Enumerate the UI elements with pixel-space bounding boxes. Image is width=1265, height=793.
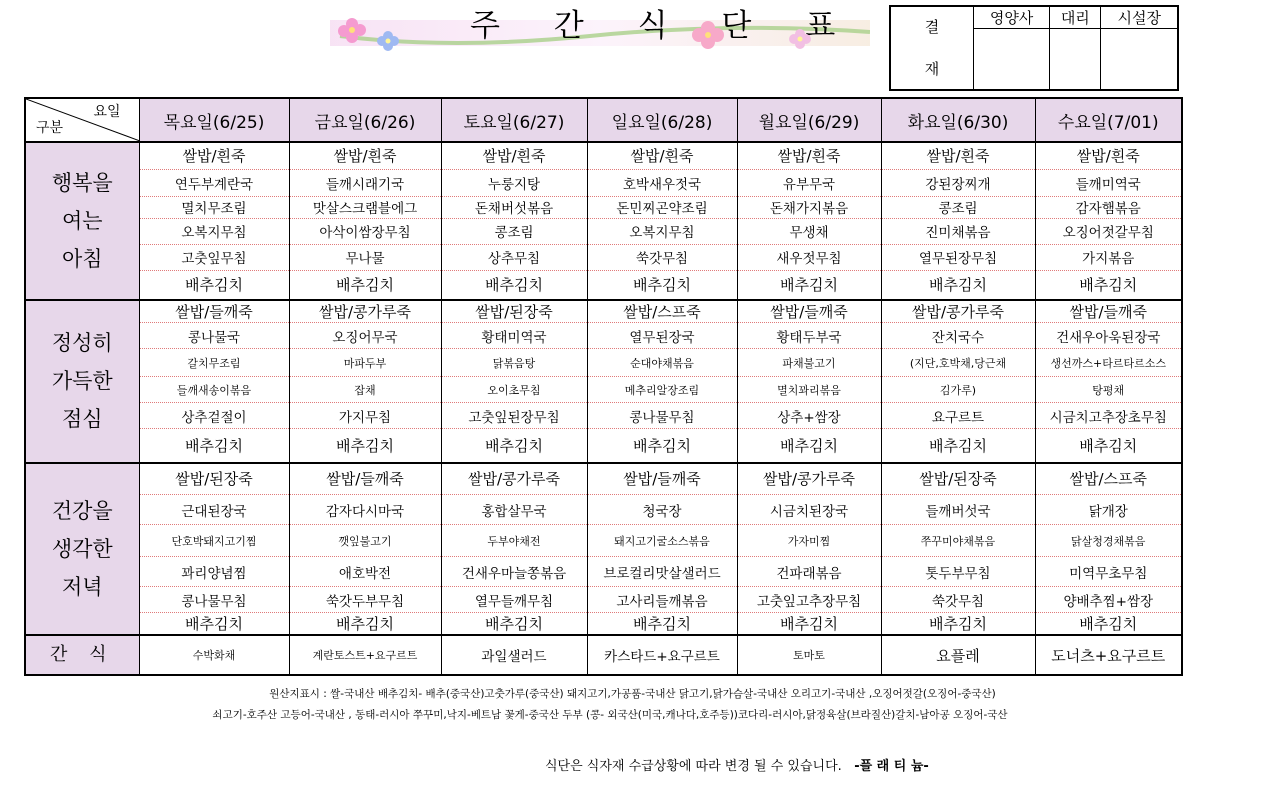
meal-category-line: 생각한 — [51, 536, 113, 561]
meal-category-line: 행복을 — [51, 171, 113, 195]
menu-item: 열무된장국 — [587, 323, 737, 349]
approval-label-bottom: 재 — [924, 60, 940, 78]
menu-item: 황태미역국 — [441, 323, 587, 349]
menu-item: 쌀밥/들깨죽 — [587, 463, 737, 495]
menu-item: 배추김치 — [1035, 270, 1182, 300]
corner-category-label: 구분 — [36, 120, 64, 136]
menu-item: 쌀밥/흰죽 — [737, 142, 881, 169]
meal-category-line: 정성히 — [51, 331, 113, 356]
menu-item: 쌀밥/들깨죽 — [1035, 300, 1182, 323]
menu-item: 쌀밥/흰죽 — [881, 142, 1035, 169]
menu-item: 유부무국 — [737, 169, 881, 196]
menu-item: 고춧잎된장무침 — [441, 403, 587, 429]
snack-label: 간 식 — [25, 635, 139, 675]
menu-item: 가지볶음 — [1035, 244, 1182, 270]
day-header: 일요일(6/28) — [587, 98, 737, 142]
menu-item: 청국장 — [587, 495, 737, 525]
menu-item: 쌀밥/된장죽 — [881, 463, 1035, 495]
menu-item: 새우젓무침 — [737, 244, 881, 270]
corner-day-label: 요일 — [93, 104, 121, 120]
menu-row — [25, 349, 1182, 377]
menu-item: 배추김치 — [737, 429, 881, 463]
menu-item: 오복지무침 — [587, 218, 737, 244]
menu-item: 쌀밥/흰죽 — [1035, 142, 1182, 169]
menu-item: 콩나물국 — [139, 323, 289, 349]
snack-item: 도너츠+요구르트 — [1035, 635, 1182, 675]
change-notice — [545, 755, 929, 774]
menu-item: 오징어젓갈무침 — [1035, 218, 1182, 244]
menu-row — [25, 300, 1182, 323]
corner-cell — [25, 98, 139, 142]
menu-item: 생선까스+타르타르소스 — [1035, 349, 1182, 377]
menu-item: 연두부계란국 — [139, 169, 289, 196]
menu-item: 파채불고기 — [737, 349, 881, 377]
page-title: 주 간 식 단 표 — [470, 8, 858, 44]
menu-item: 두부야채전 — [441, 525, 587, 557]
menu-item: 오이초무침 — [441, 377, 587, 403]
approval-label — [890, 6, 974, 90]
menu-item: 강된장찌개 — [881, 169, 1035, 196]
menu-item: 콩나물무침 — [587, 403, 737, 429]
menu-item: 순대야채볶음 — [587, 349, 737, 377]
day-header: 토요일(6/27) — [441, 98, 587, 142]
menu-item: 쑥갓무침 — [881, 587, 1035, 613]
menu-item: 배추김치 — [289, 613, 441, 636]
menu-item: 김가루) — [881, 377, 1035, 403]
menu-item: 깻잎불고기 — [289, 525, 441, 557]
origin-info-line-2: 쇠고기-호주산 고등어-국내산 , 동태-러시아 쭈꾸미,낙지-베트남 꽃게-중국산 두부 (콩- 외국산(미국,캐나다,호주등))코다리-러시아,닭정육살(브라질산)갈치-남아공 오징어-국산 — [212, 709, 1008, 721]
menu-row — [25, 323, 1182, 349]
menu-item: 톳두부무침 — [881, 557, 1035, 587]
menu-item: 쌀밥/스프죽 — [1035, 463, 1182, 495]
menu-row — [25, 557, 1182, 587]
snack-item: 수박화채 — [139, 635, 289, 675]
meal-category-label — [25, 142, 139, 300]
company-signature: -플 래 티 늄- — [854, 759, 929, 774]
menu-item: 고춧잎고추장무침 — [737, 587, 881, 613]
meal-category-label — [25, 463, 139, 636]
menu-item: 열무된장무침 — [881, 244, 1035, 270]
menu-item: 쌀밥/콩가루죽 — [441, 463, 587, 495]
menu-item: 쌀밥/들깨죽 — [737, 300, 881, 323]
menu-item: 잡채 — [289, 377, 441, 403]
menu-item: 무나물 — [289, 244, 441, 270]
menu-item: 오징어무국 — [289, 323, 441, 349]
menu-item: 들깨미역국 — [1035, 169, 1182, 196]
approval-box — [889, 5, 1179, 91]
menu-sections — [25, 142, 1182, 635]
menu-item: 멸치꽈리볶음 — [737, 377, 881, 403]
snack-item: 요플레 — [881, 635, 1035, 675]
menu-item: 요구르트 — [881, 403, 1035, 429]
snack-item: 카스타드+요구르트 — [587, 635, 737, 675]
menu-item: 콩조림 — [441, 218, 587, 244]
menu-item: 쌀밥/스프죽 — [587, 300, 737, 323]
menu-item: 돈채버섯볶음 — [441, 196, 587, 218]
change-notice-text: 식단은 식자재 수급상황에 따라 변경 될 수 있습니다. — [545, 759, 842, 774]
menu-item: 건새우마늘쫑볶음 — [441, 557, 587, 587]
approval-sign-director[interactable] — [1101, 29, 1178, 91]
meal-category-line: 여는 — [61, 209, 103, 233]
approval-sign-deputy[interactable] — [1050, 29, 1101, 91]
menu-item: 닭개장 — [1035, 495, 1182, 525]
menu-item: 애호박전 — [289, 557, 441, 587]
menu-row — [25, 218, 1182, 244]
menu-item: 배추김치 — [441, 613, 587, 636]
menu-row — [25, 142, 1182, 169]
menu-row — [25, 169, 1182, 196]
menu-item: 쌀밥/된장죽 — [441, 300, 587, 323]
meal-category-line: 저녁 — [61, 574, 103, 599]
menu-item: 쌀밥/흰죽 — [289, 142, 441, 169]
menu-item: 쑥갓두부무침 — [289, 587, 441, 613]
menu-item: 배추김치 — [881, 270, 1035, 300]
meal-category-line: 건강을 — [51, 498, 113, 523]
day-header: 수요일(7/01) — [1035, 98, 1182, 142]
menu-item: 멸치무조림 — [139, 196, 289, 218]
menu-item: 고사리들깨볶음 — [587, 587, 737, 613]
menu-item: 상추무침 — [441, 244, 587, 270]
menu-item: 아삭이쌈장무침 — [289, 218, 441, 244]
menu-item: 단호박돼지고기찜 — [139, 525, 289, 557]
menu-item: 시금치된장국 — [737, 495, 881, 525]
menu-row — [25, 403, 1182, 429]
menu-item: 가자미찜 — [737, 525, 881, 557]
menu-item: 메추리알장조림 — [587, 377, 737, 403]
menu-item: 배추김치 — [139, 429, 289, 463]
menu-item: 쌀밥/콩가루죽 — [737, 463, 881, 495]
menu-item: 배추김치 — [737, 613, 881, 636]
menu-item: 진미채볶음 — [881, 218, 1035, 244]
menu-item: 배추김치 — [1035, 613, 1182, 636]
menu-item: 쌀밥/들깨죽 — [289, 463, 441, 495]
menu-item: 마파두부 — [289, 349, 441, 377]
snack-item: 계란토스트+요구르트 — [289, 635, 441, 675]
menu-item: 쌀밥/들깨죽 — [139, 300, 289, 323]
menu-item: 배추김치 — [737, 270, 881, 300]
menu-item: 맛살스크램블에그 — [289, 196, 441, 218]
day-header: 목요일(6/25) — [139, 98, 289, 142]
menu-item: 배추김치 — [587, 613, 737, 636]
header-row — [25, 98, 1182, 142]
approval-sign-nutritionist[interactable] — [974, 29, 1050, 91]
menu-row — [25, 270, 1182, 300]
menu-item: 브로컬리맛살샐러드 — [587, 557, 737, 587]
menu-item: 배추김치 — [289, 270, 441, 300]
menu-item: 호박새우젓국 — [587, 169, 737, 196]
menu-item: 쑥갓무침 — [587, 244, 737, 270]
menu-item: 근대된장국 — [139, 495, 289, 525]
menu-item: 미역무초무침 — [1035, 557, 1182, 587]
menu-row — [25, 495, 1182, 525]
origin-info-line-1: 원산지표시 : 쌀-국내산 배추김치- 배추(중국산)고춧가루(중국산) 돼지고기,가공품-국내산 닭고기,닭가슴살-국내산 오리고기-국내산 ,오징어젓갈(오징어-중국산) — [269, 688, 996, 700]
menu-item: 배추김치 — [289, 429, 441, 463]
meal-category-line: 가득한 — [51, 369, 113, 394]
menu-item: 쌀밥/콩가루죽 — [881, 300, 1035, 323]
menu-item: (지단,호박채,당근채 — [881, 349, 1035, 377]
snack-item: 과일샐러드 — [441, 635, 587, 675]
menu-item: 가지무침 — [289, 403, 441, 429]
menu-item: 배추김치 — [139, 270, 289, 300]
menu-item: 배추김치 — [587, 270, 737, 300]
menu-item: 고춧잎무침 — [139, 244, 289, 270]
menu-row — [25, 429, 1182, 463]
menu-item: 감자다시마국 — [289, 495, 441, 525]
meal-category-line: 점심 — [61, 407, 103, 432]
menu-item: 배추김치 — [881, 613, 1035, 636]
menu-item: 배추김치 — [441, 270, 587, 300]
menu-item: 들깨시래기국 — [289, 169, 441, 196]
meal-category-label — [25, 300, 139, 463]
meal-category-line: 아침 — [61, 247, 103, 271]
menu-row — [25, 463, 1182, 495]
menu-item: 돼지고기굴소스볶음 — [587, 525, 737, 557]
menu-item: 쌀밥/흰죽 — [587, 142, 737, 169]
approval-col-deputy: 대리 — [1050, 6, 1101, 29]
menu-item: 배추김치 — [881, 429, 1035, 463]
menu-item: 홍합살무국 — [441, 495, 587, 525]
menu-item: 배추김치 — [139, 613, 289, 636]
menu-item: 감자햄볶음 — [1035, 196, 1182, 218]
menu-item: 꽈리양념찜 — [139, 557, 289, 587]
menu-item: 쭈꾸미야채볶음 — [881, 525, 1035, 557]
menu-item: 잔치국수 — [881, 323, 1035, 349]
snack-item: 토마토 — [737, 635, 881, 675]
menu-item: 쌀밥/흰죽 — [441, 142, 587, 169]
menu-item: 갈치무조림 — [139, 349, 289, 377]
menu-item: 무생채 — [737, 218, 881, 244]
menu-item: 닭살청경채볶음 — [1035, 525, 1182, 557]
weekly-menu-table — [24, 97, 1183, 676]
menu-item: 황태두부국 — [737, 323, 881, 349]
approval-col-nutritionist: 영양사 — [974, 6, 1050, 29]
menu-item: 배추김치 — [441, 429, 587, 463]
menu-item: 닭볶음탕 — [441, 349, 587, 377]
menu-item: 상추+쌈장 — [737, 403, 881, 429]
menu-item: 쌀밥/흰죽 — [139, 142, 289, 169]
menu-item: 오복지무침 — [139, 218, 289, 244]
menu-item: 쌀밥/콩가루죽 — [289, 300, 441, 323]
menu-item: 건새우아욱된장국 — [1035, 323, 1182, 349]
menu-item: 들깨새송이볶음 — [139, 377, 289, 403]
menu-item: 들깨버섯국 — [881, 495, 1035, 525]
menu-row — [25, 196, 1182, 218]
day-header: 월요일(6/29) — [737, 98, 881, 142]
menu-item: 열무들깨무침 — [441, 587, 587, 613]
menu-item: 돈채가지볶음 — [737, 196, 881, 218]
day-header: 금요일(6/26) — [289, 98, 441, 142]
menu-item: 탕평채 — [1035, 377, 1182, 403]
menu-item: 쌀밥/된장죽 — [139, 463, 289, 495]
menu-item: 배추김치 — [1035, 429, 1182, 463]
approval-label-top: 결 — [924, 18, 940, 36]
menu-item: 배추김치 — [587, 429, 737, 463]
menu-item: 건파래볶음 — [737, 557, 881, 587]
menu-item: 시금치고추장초무침 — [1035, 403, 1182, 429]
menu-row — [25, 613, 1182, 636]
day-header: 화요일(6/30) — [881, 98, 1035, 142]
menu-row — [25, 244, 1182, 270]
menu-row — [25, 377, 1182, 403]
menu-item: 누룽지탕 — [441, 169, 587, 196]
menu-item: 양배추찜+쌈장 — [1035, 587, 1182, 613]
menu-item: 콩조림 — [881, 196, 1035, 218]
approval-col-director: 시설장 — [1101, 6, 1178, 29]
menu-row — [25, 525, 1182, 557]
menu-item: 상추겉절이 — [139, 403, 289, 429]
snack-row — [25, 635, 1182, 675]
menu-item: 돈민찌곤약조림 — [587, 196, 737, 218]
menu-row — [25, 587, 1182, 613]
menu-item: 콩나물무침 — [139, 587, 289, 613]
